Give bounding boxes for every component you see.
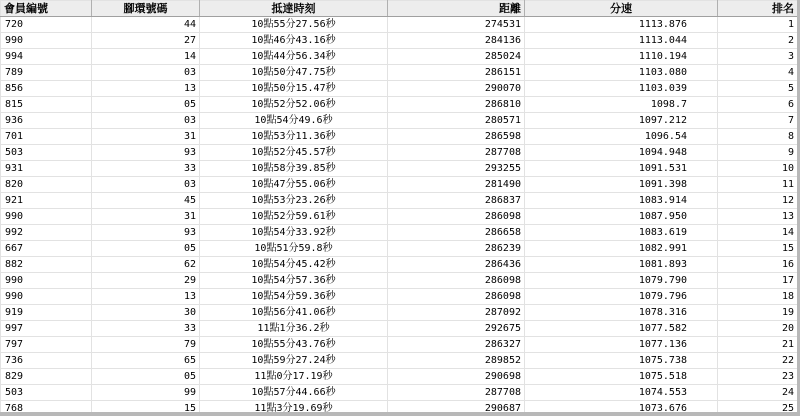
cell-speed: 1091.398 <box>525 177 718 193</box>
column-header-member-id[interactable]: 會員編號 <box>1 1 92 17</box>
cell-distance: 286327 <box>388 337 525 353</box>
column-header-arrival-time[interactable]: 抵達時刻 <box>200 1 388 17</box>
cell-ring-number: 93 <box>92 145 200 161</box>
cell-arrival-time: 10點54分49.6秒 <box>200 113 388 129</box>
cell-speed: 1103.080 <box>525 65 718 81</box>
cell-distance: 285024 <box>388 49 525 65</box>
cell-rank: 9 <box>718 145 798 161</box>
cell-member-id: 815 <box>1 97 92 113</box>
cell-distance: 289852 <box>388 353 525 369</box>
cell-rank: 13 <box>718 209 798 225</box>
cell-speed: 1075.738 <box>525 353 718 369</box>
cell-ring-number: 03 <box>92 177 200 193</box>
cell-arrival-time: 11點3分19.69秒 <box>200 401 388 416</box>
cell-ring-number: 05 <box>92 241 200 257</box>
cell-speed: 1079.790 <box>525 273 718 289</box>
table-row[interactable] <box>1 145 798 161</box>
cell-speed: 1097.212 <box>525 113 718 129</box>
table-row[interactable] <box>1 209 798 225</box>
cell-ring-number: 45 <box>92 193 200 209</box>
cell-arrival-time: 10點57分44.66秒 <box>200 385 388 401</box>
cell-rank: 6 <box>718 97 798 113</box>
table-row[interactable] <box>1 257 798 273</box>
cell-distance: 286598 <box>388 129 525 145</box>
cell-member-id: 921 <box>1 193 92 209</box>
table-row[interactable] <box>1 225 798 241</box>
cell-ring-number: 33 <box>92 321 200 337</box>
table-row[interactable] <box>1 161 798 177</box>
cell-rank: 1 <box>718 17 798 33</box>
table-row[interactable] <box>1 97 798 113</box>
cell-member-id: 992 <box>1 225 92 241</box>
cell-speed: 1073.676 <box>525 401 718 416</box>
cell-ring-number: 79 <box>92 337 200 353</box>
cell-rank: 18 <box>718 289 798 305</box>
cell-speed: 1081.893 <box>525 257 718 273</box>
cell-member-id: 503 <box>1 385 92 401</box>
cell-rank: 16 <box>718 257 798 273</box>
cell-arrival-time: 10點54分59.36秒 <box>200 289 388 305</box>
cell-distance: 286239 <box>388 241 525 257</box>
cell-member-id: 997 <box>1 321 92 337</box>
table-row[interactable] <box>1 129 798 145</box>
cell-rank: 3 <box>718 49 798 65</box>
table-row[interactable] <box>1 305 798 321</box>
cell-distance: 284136 <box>388 33 525 49</box>
cell-ring-number: 05 <box>92 97 200 113</box>
cell-ring-number: 27 <box>92 33 200 49</box>
cell-rank: 22 <box>718 353 798 369</box>
cell-distance: 286810 <box>388 97 525 113</box>
table-row[interactable] <box>1 385 798 401</box>
table-row[interactable] <box>1 353 798 369</box>
cell-speed: 1074.553 <box>525 385 718 401</box>
cell-distance: 286098 <box>388 289 525 305</box>
cell-member-id: 720 <box>1 17 92 33</box>
cell-rank: 4 <box>718 65 798 81</box>
cell-ring-number: 62 <box>92 257 200 273</box>
cell-speed: 1091.531 <box>525 161 718 177</box>
cell-speed: 1079.796 <box>525 289 718 305</box>
cell-speed: 1094.948 <box>525 145 718 161</box>
cell-arrival-time: 10點53分11.36秒 <box>200 129 388 145</box>
cell-ring-number: 15 <box>92 401 200 416</box>
cell-ring-number: 03 <box>92 65 200 81</box>
cell-member-id: 919 <box>1 305 92 321</box>
cell-distance: 286098 <box>388 209 525 225</box>
cell-rank: 23 <box>718 369 798 385</box>
cell-speed: 1077.136 <box>525 337 718 353</box>
cell-distance: 286098 <box>388 273 525 289</box>
cell-ring-number: 13 <box>92 289 200 305</box>
cell-arrival-time: 10點46分43.16秒 <box>200 33 388 49</box>
cell-member-id: 994 <box>1 49 92 65</box>
table-row[interactable] <box>1 177 798 193</box>
cell-arrival-time: 10點54分45.42秒 <box>200 257 388 273</box>
cell-arrival-time: 11點1分36.2秒 <box>200 321 388 337</box>
cell-arrival-time: 11點0分17.19秒 <box>200 369 388 385</box>
cell-rank: 10 <box>718 161 798 177</box>
table-row[interactable] <box>1 33 798 49</box>
cell-speed: 1098.7 <box>525 97 718 113</box>
cell-arrival-time: 10點51分59.8秒 <box>200 241 388 257</box>
cell-member-id: 820 <box>1 177 92 193</box>
cell-rank: 17 <box>718 273 798 289</box>
cell-speed: 1075.518 <box>525 369 718 385</box>
cell-rank: 25 <box>718 401 798 416</box>
column-header-speed[interactable]: 分速 <box>525 1 718 17</box>
cell-arrival-time: 10點44分56.34秒 <box>200 49 388 65</box>
cell-distance: 280571 <box>388 113 525 129</box>
cell-distance: 286436 <box>388 257 525 273</box>
cell-rank: 5 <box>718 81 798 97</box>
cell-arrival-time: 10點52分45.57秒 <box>200 145 388 161</box>
cell-member-id: 990 <box>1 209 92 225</box>
cell-ring-number: 05 <box>92 369 200 385</box>
cell-member-id: 829 <box>1 369 92 385</box>
cell-distance: 274531 <box>388 17 525 33</box>
cell-rank: 14 <box>718 225 798 241</box>
table-row[interactable] <box>1 193 798 209</box>
table-row[interactable] <box>1 17 798 33</box>
cell-arrival-time: 10點54分57.36秒 <box>200 273 388 289</box>
cell-distance: 293255 <box>388 161 525 177</box>
cell-speed: 1087.950 <box>525 209 718 225</box>
cell-rank: 12 <box>718 193 798 209</box>
cell-distance: 290687 <box>388 401 525 416</box>
cell-distance: 287092 <box>388 305 525 321</box>
cell-rank: 8 <box>718 129 798 145</box>
cell-member-id: 768 <box>1 401 92 416</box>
cell-speed: 1077.582 <box>525 321 718 337</box>
cell-member-id: 990 <box>1 33 92 49</box>
cell-member-id: 789 <box>1 65 92 81</box>
cell-ring-number: 03 <box>92 113 200 129</box>
cell-speed: 1103.039 <box>525 81 718 97</box>
cell-speed: 1083.914 <box>525 193 718 209</box>
cell-rank: 24 <box>718 385 798 401</box>
cell-ring-number: 13 <box>92 81 200 97</box>
cell-member-id: 667 <box>1 241 92 257</box>
table-row[interactable] <box>1 369 798 385</box>
cell-ring-number: 29 <box>92 273 200 289</box>
cell-distance: 286837 <box>388 193 525 209</box>
cell-ring-number: 14 <box>92 49 200 65</box>
cell-ring-number: 65 <box>92 353 200 369</box>
cell-distance: 290698 <box>388 369 525 385</box>
table-row[interactable] <box>1 337 798 353</box>
table-header-row <box>1 1 798 17</box>
column-header-ring-number[interactable]: 腳環號碼 <box>92 1 200 17</box>
cell-ring-number: 33 <box>92 161 200 177</box>
cell-rank: 2 <box>718 33 798 49</box>
cell-member-id: 990 <box>1 289 92 305</box>
cell-member-id: 936 <box>1 113 92 129</box>
table-row[interactable] <box>1 113 798 129</box>
cell-distance: 292675 <box>388 321 525 337</box>
cell-ring-number: 93 <box>92 225 200 241</box>
cell-member-id: 990 <box>1 273 92 289</box>
cell-ring-number: 31 <box>92 129 200 145</box>
cell-speed: 1113.044 <box>525 33 718 49</box>
cell-rank: 19 <box>718 305 798 321</box>
cell-arrival-time: 10點52分52.06秒 <box>200 97 388 113</box>
cell-member-id: 701 <box>1 129 92 145</box>
cell-rank: 20 <box>718 321 798 337</box>
column-header-distance[interactable]: 距離 <box>388 1 525 17</box>
cell-ring-number: 99 <box>92 385 200 401</box>
cell-rank: 7 <box>718 113 798 129</box>
cell-arrival-time: 10點47分55.06秒 <box>200 177 388 193</box>
cell-arrival-time: 10點53分23.26秒 <box>200 193 388 209</box>
cell-rank: 21 <box>718 337 798 353</box>
cell-speed: 1082.991 <box>525 241 718 257</box>
cell-arrival-time: 10點55分43.76秒 <box>200 337 388 353</box>
table-row[interactable] <box>1 401 798 416</box>
cell-ring-number: 44 <box>92 17 200 33</box>
table-row[interactable] <box>1 241 798 257</box>
cell-rank: 11 <box>718 177 798 193</box>
table-row[interactable] <box>1 273 798 289</box>
cell-member-id: 503 <box>1 145 92 161</box>
cell-member-id: 931 <box>1 161 92 177</box>
cell-distance: 290070 <box>388 81 525 97</box>
cell-arrival-time: 10點59分27.24秒 <box>200 353 388 369</box>
table-row[interactable] <box>1 289 798 305</box>
cell-speed: 1110.194 <box>525 49 718 65</box>
table-row[interactable] <box>1 321 798 337</box>
cell-distance: 286658 <box>388 225 525 241</box>
cell-speed: 1083.619 <box>525 225 718 241</box>
cell-speed: 1113.876 <box>525 17 718 33</box>
cell-speed: 1096.54 <box>525 129 718 145</box>
cell-arrival-time: 10點56分41.06秒 <box>200 305 388 321</box>
cell-arrival-time: 10點52分59.61秒 <box>200 209 388 225</box>
cell-speed: 1078.316 <box>525 305 718 321</box>
cell-arrival-time: 10點50分47.75秒 <box>200 65 388 81</box>
cell-arrival-time: 10點54分33.92秒 <box>200 225 388 241</box>
cell-member-id: 797 <box>1 337 92 353</box>
cell-ring-number: 30 <box>92 305 200 321</box>
table-row[interactable] <box>1 81 798 97</box>
cell-arrival-time: 10點58分39.85秒 <box>200 161 388 177</box>
results-table-body <box>1 17 798 416</box>
table-row[interactable] <box>1 49 798 65</box>
cell-arrival-time: 10點55分27.56秒 <box>200 17 388 33</box>
cell-distance: 287708 <box>388 385 525 401</box>
cell-distance: 286151 <box>388 65 525 81</box>
column-header-rank[interactable]: 排名 <box>718 1 798 17</box>
cell-ring-number: 31 <box>92 209 200 225</box>
cell-rank: 15 <box>718 241 798 257</box>
cell-distance: 287708 <box>388 145 525 161</box>
cell-member-id: 736 <box>1 353 92 369</box>
cell-arrival-time: 10點50分15.47秒 <box>200 81 388 97</box>
cell-distance: 281490 <box>388 177 525 193</box>
cell-member-id: 856 <box>1 81 92 97</box>
cell-member-id: 882 <box>1 257 92 273</box>
table-row[interactable] <box>1 65 798 81</box>
